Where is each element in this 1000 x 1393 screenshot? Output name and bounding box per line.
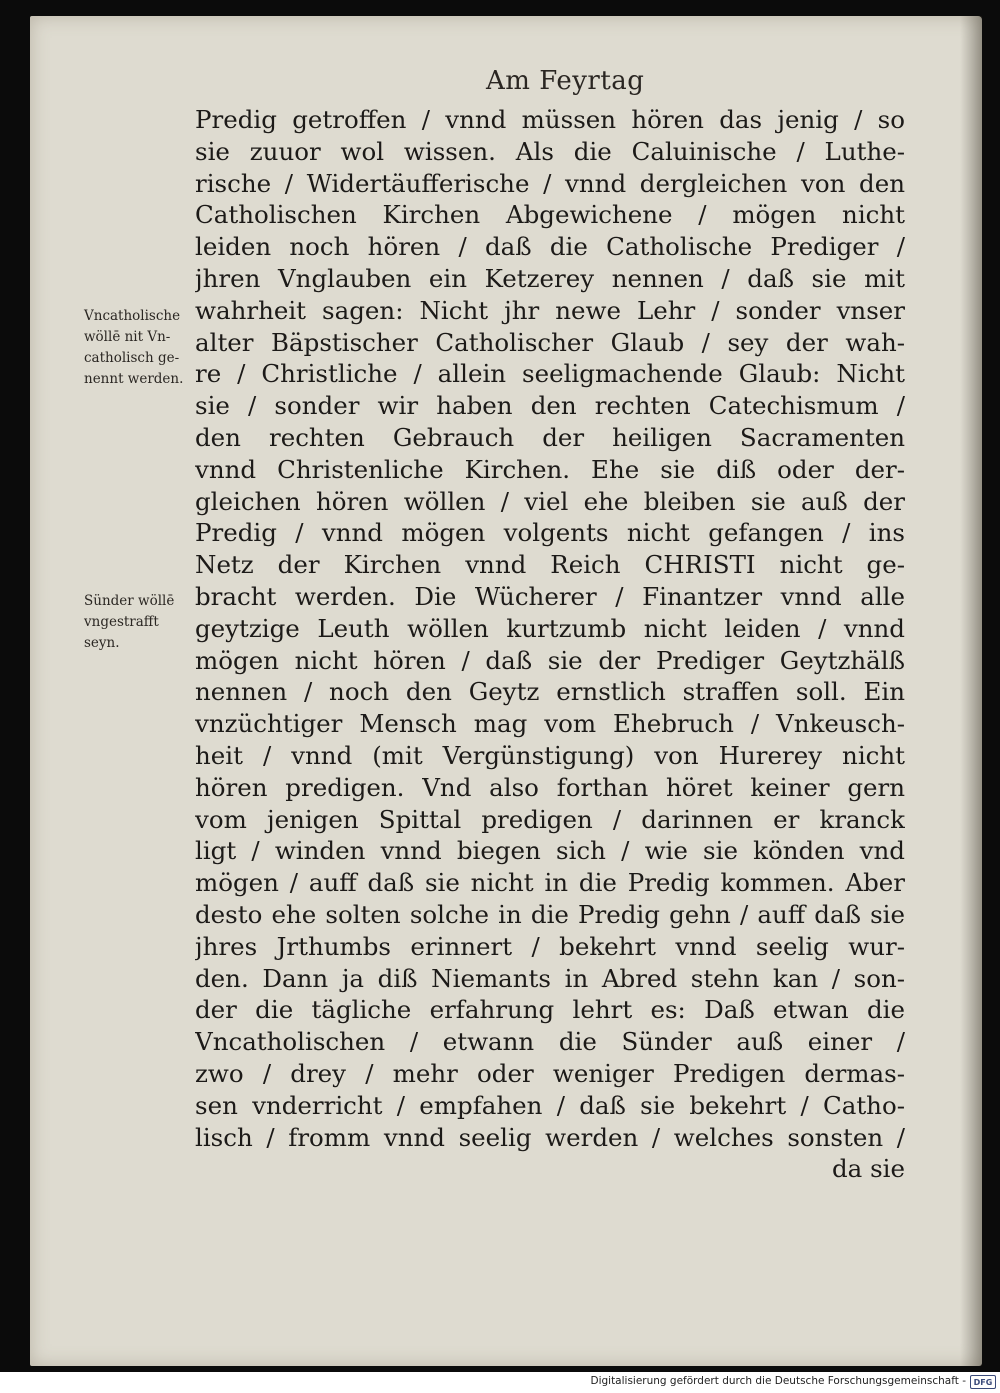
text-line: wahrheit sagen: Nicht jhr newe Lehr / sonder vnser bbox=[195, 295, 905, 325]
text-line: Catholischen Kirchen Abgewichene / mögen nicht bbox=[195, 200, 905, 230]
text-line: Predig getroffen / vnnd müssen hören das jenig / so bbox=[195, 105, 905, 134]
text-line: vnzüchtiger Mensch mag vom Ehebruch / Vnkeusch- bbox=[195, 709, 905, 739]
text-line: Netz der Kirchen vnnd Reich CHRISTI nicht ge- bbox=[195, 550, 905, 580]
text-line: jhres Jrthumbs erinnert / bekehrt vnnd seelig wur- bbox=[195, 931, 905, 961]
text-line: Predig / vnnd mögen volgents nicht gefangen / ins bbox=[195, 518, 905, 548]
text-line: leiden noch hören / daß die Catholische Prediger / bbox=[195, 232, 905, 262]
text-line: den rechten Gebrauch der heiligen Sacramenten bbox=[195, 422, 905, 452]
text-line: desto ehe solten solche in die Predig gehn / auff daß sie bbox=[195, 899, 905, 929]
text-line: lisch / fromm vnnd seelig werden / welches sonsten / bbox=[195, 1122, 905, 1152]
marginal-note-line: nennt werden. bbox=[84, 371, 184, 387]
text-line: Vncatholischen / etwann die Sünder auß einer / bbox=[195, 1027, 905, 1057]
footer bbox=[0, 1372, 1000, 1393]
marginal-note-line: Vncatholische bbox=[84, 308, 181, 324]
text-line: ligt / winden vnnd biegen sich / wie sie könden vnd bbox=[195, 836, 905, 866]
marginal-note-line: wöllē nit Vn- bbox=[84, 329, 171, 345]
text-line: gleichen hören wöllen / viel ehe bleiben sie auß der bbox=[195, 486, 905, 516]
text-line: nennen / noch den Geytz ernstlich straffen soll. Ein bbox=[195, 677, 905, 707]
text-line: der die tägliche erfahrung lehrt es: Daß etwan die bbox=[195, 995, 905, 1025]
text-line: sen vnderricht / empfahen / daß sie bekehrt / Catho- bbox=[195, 1090, 905, 1120]
catchword: da sie bbox=[832, 1154, 905, 1184]
dfg-logo: DFG bbox=[970, 1375, 996, 1389]
text-line: jhren Vnglauben ein Ketzerey nennen / daß sie mit bbox=[195, 263, 905, 293]
text-line: sie / sonder wir haben den rechten Catechismum / bbox=[195, 391, 905, 421]
text-line: mögen nicht hören / daß sie der Prediger Geytzhälß bbox=[195, 645, 905, 675]
text-line: heit / vnnd (mit Vergünstigung) von Hurerey nicht bbox=[195, 740, 905, 770]
text-line: vnnd Christenliche Kirchen. Ehe sie diß oder der- bbox=[195, 454, 905, 484]
funding-notice: Digitalisierung gefördert durch die Deutsche Forschungsgemeinschaft - bbox=[590, 1375, 966, 1387]
text-line: hören predigen. Vnd also forthan höret keiner gern bbox=[195, 772, 905, 802]
text-line: den. Dann ja diß Niemants in Abred stehn kan / son- bbox=[195, 963, 905, 993]
text-line: re / Christliche / allein seeligmachende Glaub: Nicht bbox=[195, 359, 905, 389]
page-edge-shadow bbox=[960, 16, 982, 1366]
text-line: alter Bäpstischer Catholischer Glaub / sey der wah- bbox=[195, 327, 905, 357]
text-line: mögen / auff daß sie nicht in die Predig kommen. Aber bbox=[195, 868, 905, 898]
marginal-note-line: vngestrafft bbox=[84, 614, 159, 630]
marginal-note-line: catholisch ge- bbox=[84, 350, 180, 366]
text-line: geytzige Leuth wöllen kurtzumb nicht leiden / vnnd bbox=[195, 613, 905, 643]
marginal-note-line: Sünder wöllē bbox=[84, 593, 175, 609]
marginal-note-line: seyn. bbox=[84, 635, 120, 651]
text-line: vom jenigen Spittal predigen / darinnen er kranck bbox=[195, 804, 905, 834]
running-head: Am Feyrtag bbox=[486, 66, 645, 96]
text-line: bracht werden. Die Wücherer / Finantzer vnnd alle bbox=[195, 581, 905, 611]
body-text bbox=[195, 104, 905, 1185]
text-line: zwo / drey / mehr oder weniger Predigen dermas- bbox=[195, 1058, 905, 1088]
text-line: rische / Widertäufferische / vnnd dergleichen von den bbox=[195, 168, 905, 198]
text-line: sie zuuor wol wissen. Als die Caluinische / Luthe- bbox=[195, 136, 905, 166]
